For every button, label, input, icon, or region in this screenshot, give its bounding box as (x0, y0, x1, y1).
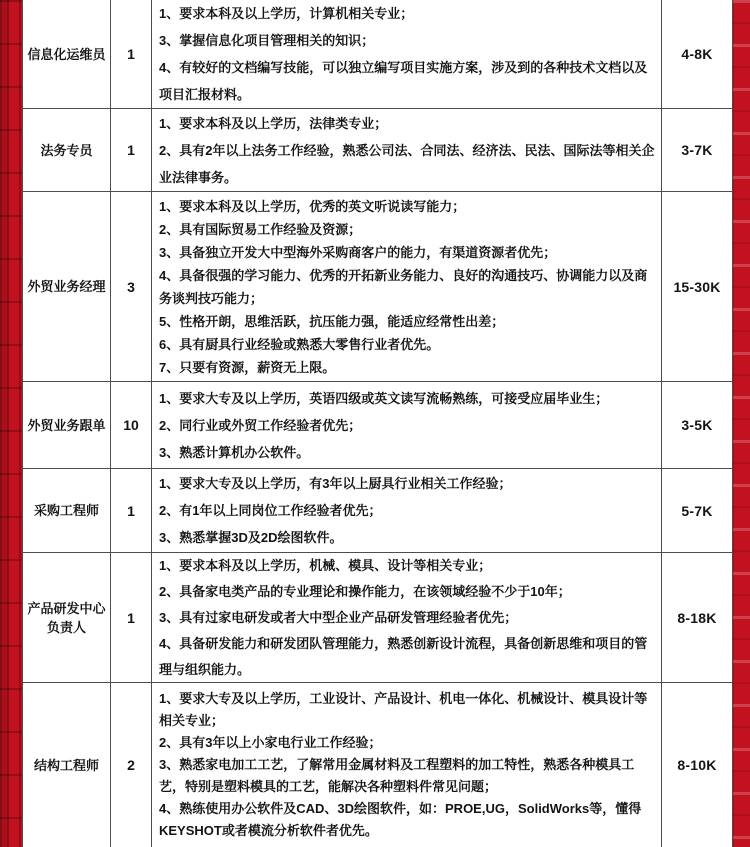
requirement-line: 1、要求本科及以上学历，优秀的英文听说读写能力； (159, 198, 466, 214)
job-salary: 4-8K (681, 46, 713, 62)
requirement-line: 2、具备家电类产品的专业理论和操作能力，在该领域经验不少于10年； (159, 583, 571, 599)
job-position: 产品研发中心负责人 (23, 553, 111, 682)
job-requirements (152, 683, 662, 847)
table-row (23, 108, 732, 191)
requirement-line: 3、掌握信息化项目管理相关的知识； (159, 33, 375, 48)
table-row (23, 552, 732, 682)
requirement-line: 5、性格开朗，思维活跃，抗压能力强，能适应经常性出差； (159, 313, 505, 329)
job-requirements (152, 109, 662, 191)
requirement-line: 2、具有3年以上小家电行业工作经验； (159, 735, 382, 750)
job-requirements (152, 382, 662, 468)
job-position: 外贸业务经理 (23, 192, 111, 381)
table-row (23, 0, 732, 108)
requirement-line: 1、要求本科及以上学历，计算机相关专业； (159, 6, 414, 21)
job-position: 信息化运维员 (23, 0, 111, 108)
brick-wall-right (733, 0, 750, 847)
requirement-line: 1、要求本科及以上学历，机械、模具、设计等相关专业； (159, 557, 492, 573)
job-openings: 1 (111, 553, 152, 682)
table-row (23, 468, 732, 552)
job-salary: 8-10K (677, 757, 717, 773)
job-requirements (152, 0, 662, 108)
requirement-line: 4、具备很强的学习能力、优秀的开拓新业务能力、良好的沟通技巧、协调能力以及商务谈判技巧能力； (159, 267, 648, 306)
requirement-line: 2、同行业或外贸工作经验者优先； (159, 417, 362, 433)
job-openings: 10 (111, 382, 152, 468)
requirement-line: 4、具备研发能力和研发团队管理能力，熟悉创新设计流程，具备创新思维和项目的管理与组织能力。 (159, 635, 648, 677)
requirement-line: 2、具有2年以上法务工作经验，熟悉公司法、合同法、经济法、民法、国际法等相关企业法律事务。 (159, 142, 655, 185)
job-salary: 5-7K (681, 502, 713, 519)
job-requirements (152, 192, 662, 381)
table-row (23, 682, 732, 847)
job-openings: 2 (111, 683, 152, 847)
requirement-line: 1、要求大专及以上学历，英语四级或英文读写流畅熟练，可接受应届毕业生； (159, 390, 609, 406)
job-salary: 3-5K (681, 417, 713, 433)
requirement-line: 7、只要有资源，薪资无上限。 (159, 359, 336, 375)
job-position: 外贸业务跟单 (23, 382, 111, 468)
job-position: 采购工程师 (23, 469, 111, 552)
requirement-line: 2、具有国际贸易工作经验及资源； (159, 221, 362, 237)
job-openings: 3 (111, 192, 152, 381)
requirement-line: 6、具有厨具行业经验或熟悉大零售行业者优先。 (159, 336, 440, 352)
requirement-line: 1、要求大专及以上学历，工业设计、产品设计、机电一体化、机械设计、模具设计等相关专业； (159, 691, 648, 728)
job-position: 法务专员 (23, 109, 111, 191)
job-openings: 1 (111, 0, 152, 108)
table-row (23, 191, 732, 381)
requirement-line: 4、熟练使用办公软件及CAD、3D绘图软件，如：PROE,UG，SolidWorks等，懂得KEYSHOT或者模流分析软件者优先。 (159, 801, 642, 838)
table-row (23, 381, 732, 468)
requirement-line: 1、要求大专及以上学历，有3年以上厨具行业相关工作经验； (159, 476, 512, 491)
job-position: 结构工程师 (23, 683, 111, 847)
requirement-line: 3、具有过家电研发或者大中型企业产品研发管理经验者优先； (159, 609, 518, 625)
job-openings: 1 (111, 109, 152, 191)
requirement-line: 2、有1年以上同岗位工作经验者优先； (159, 503, 382, 518)
job-openings: 1 (111, 469, 152, 552)
job-salary: 8-18K (677, 609, 717, 626)
requirement-line: 1、要求本科及以上学历，法律类专业； (159, 115, 388, 131)
job-requirements (152, 553, 662, 682)
requirement-line: 3、熟悉家电加工工艺，了解常用金属材料及工程塑料的加工特性，熟悉各种模具工艺，特别是塑料模具的工艺，能解决各种塑料件常见问题； (159, 757, 635, 794)
job-table (22, 0, 733, 847)
requirement-line: 4、有较好的文档编写技能，可以独立编写项目实施方案，涉及到的各种技术文档以及项目汇报材料。 (159, 60, 648, 102)
requirement-line: 3、熟悉掌握3D及2D绘图软件。 (159, 530, 343, 545)
requirement-line: 3、熟悉计算机办公软件。 (159, 444, 310, 460)
requirement-line: 3、具备独立开发大中型海外采购商客户的能力，有渠道资源者优先； (159, 244, 557, 260)
job-salary: 15-30K (673, 278, 721, 295)
job-requirements (152, 469, 662, 552)
job-salary: 3-7K (681, 142, 713, 158)
brick-wall-left (0, 0, 22, 847)
